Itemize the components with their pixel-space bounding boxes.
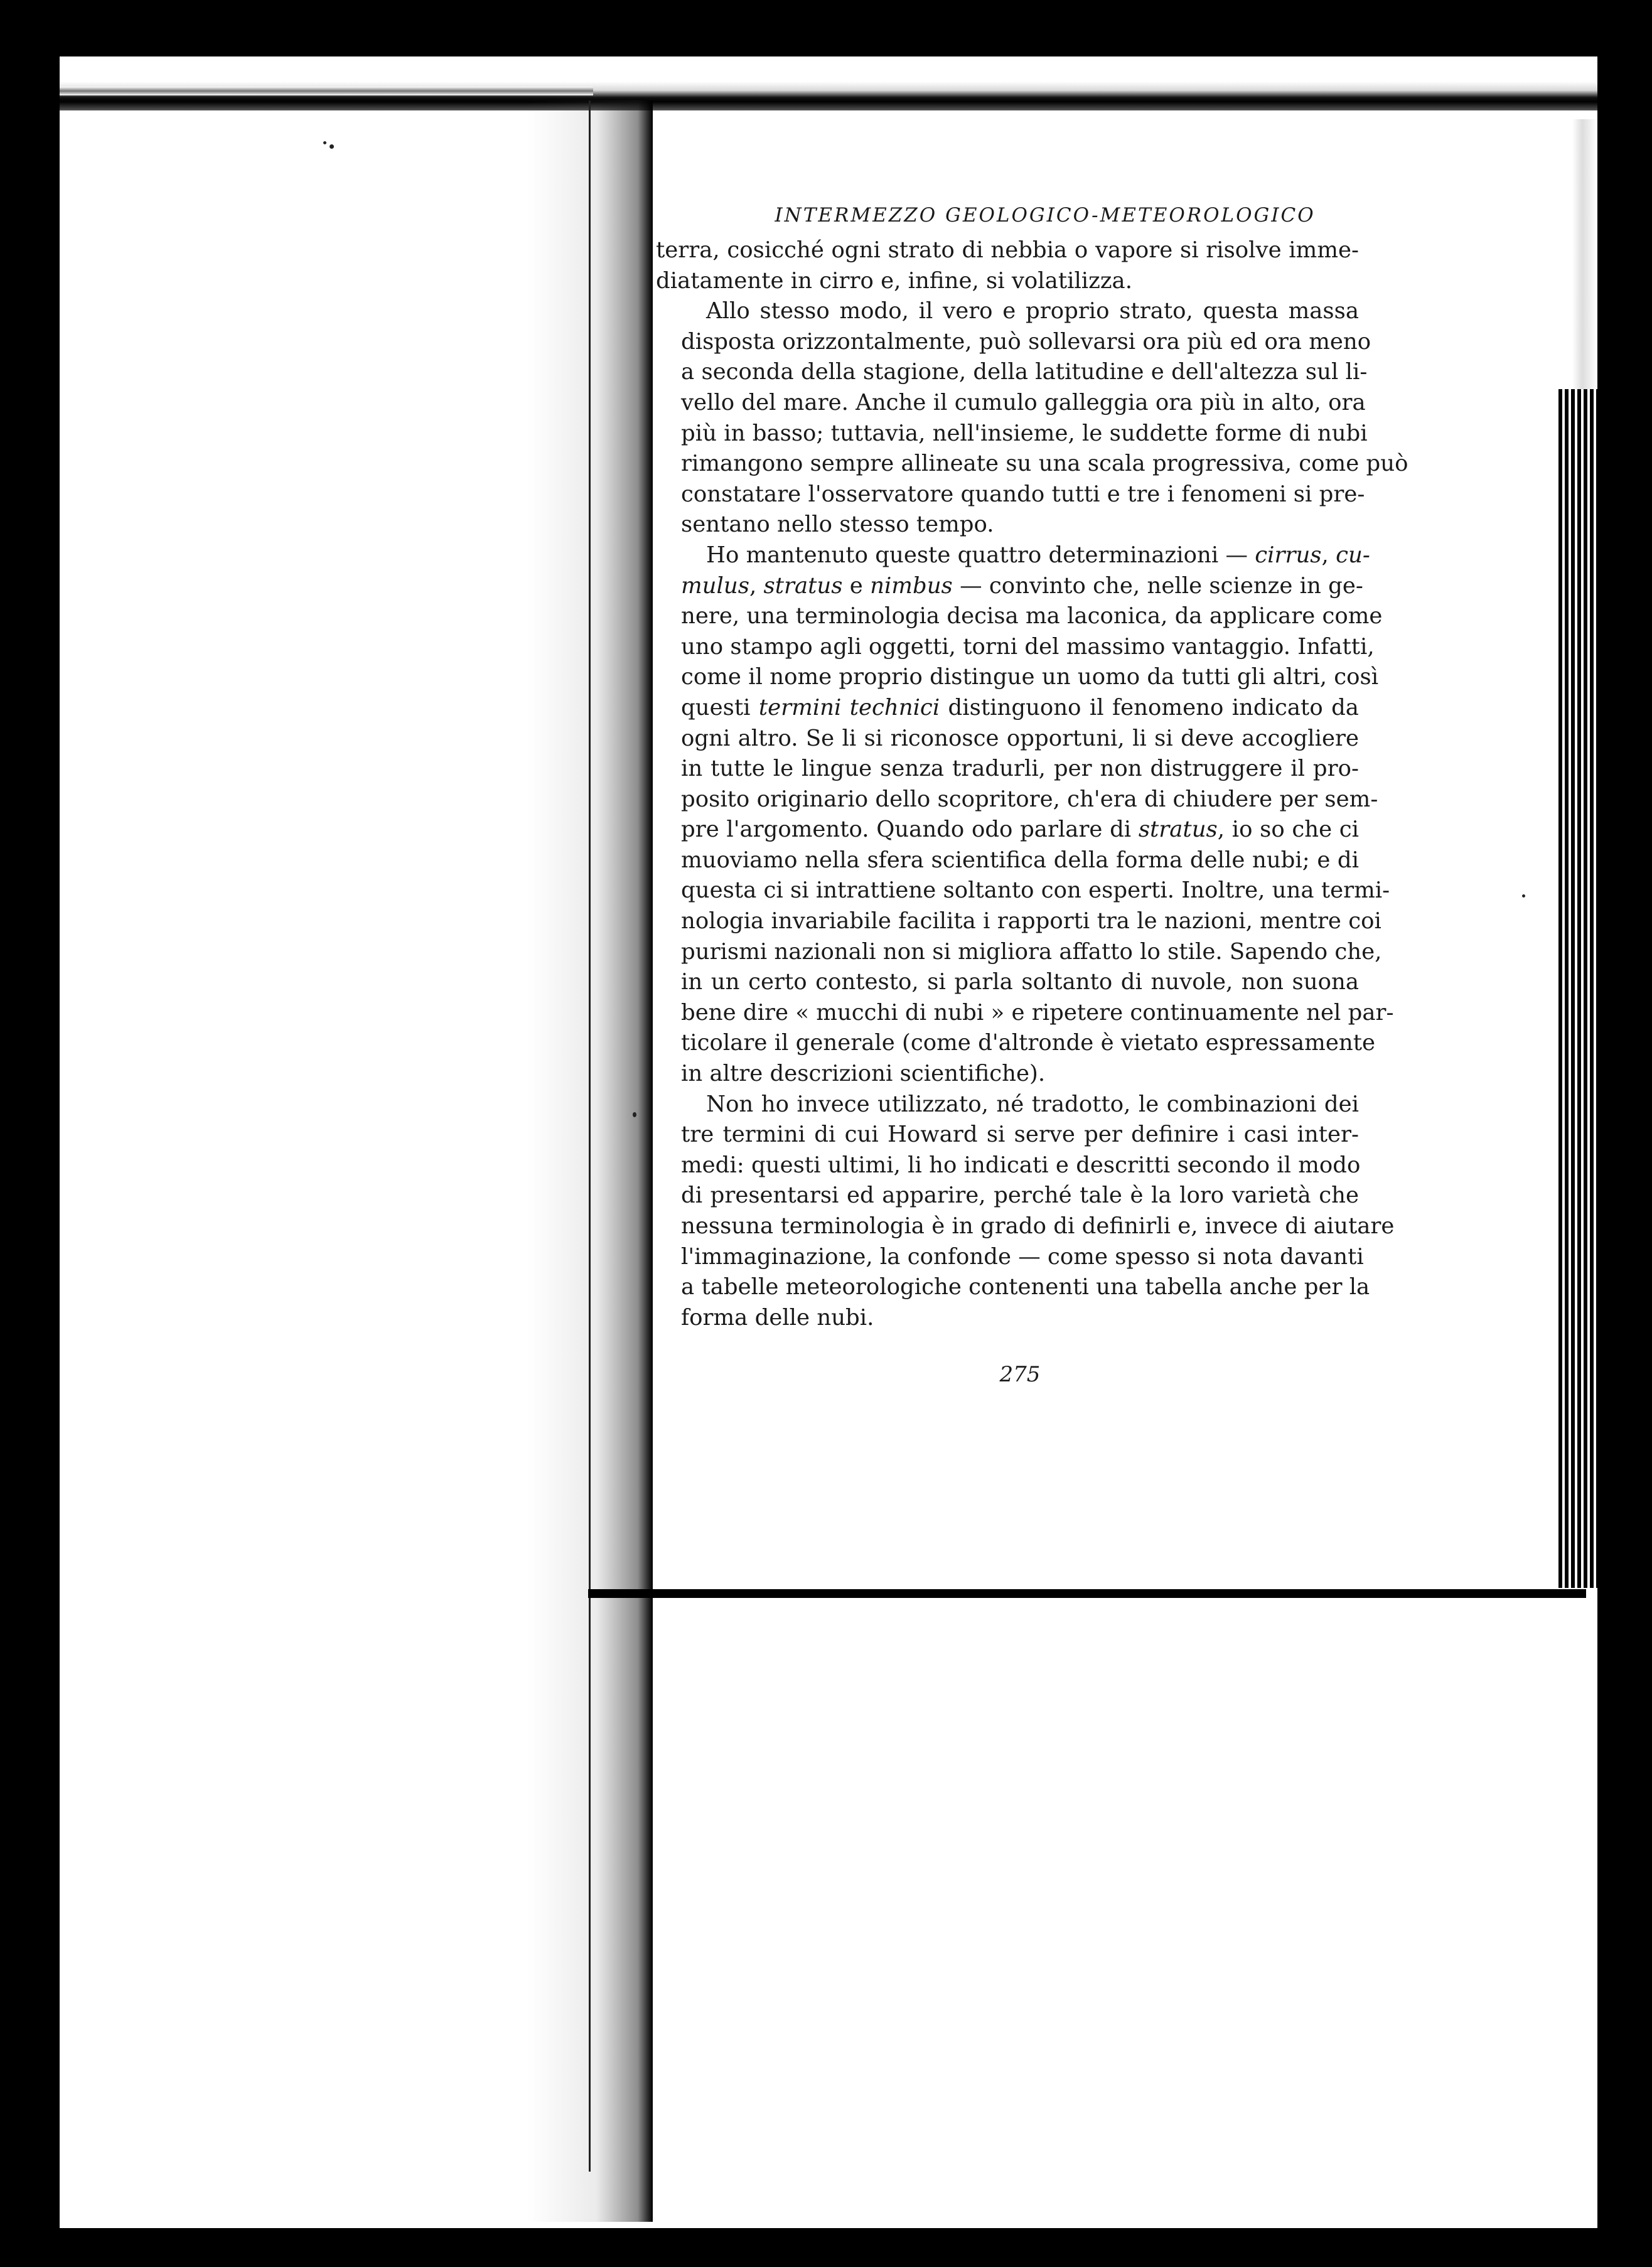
text-line: nologia invariabile facilita i rapporti tra le nazioni, mentre coi [681,908,1381,935]
text-line: in un certo contesto, si parla soltanto di nuvole, non suona [681,969,1359,995]
scan-speck [633,1112,636,1117]
text-line: sentano nello stesso tempo. [681,512,994,538]
scan-speck [1522,894,1525,898]
text-line: Allo stesso modo, il vero e proprio strato, questa massa [706,298,1359,324]
text-line: ticolare il generale (come d'altronde è vietato espressamente [681,1030,1375,1056]
text-line: purismi nazionali non si migliora affatto lo stile. Sapendo che, [681,938,1382,965]
text-line: a tabelle meteorologiche contenenti una tabella anche per la [681,1274,1370,1300]
text-line: rimangono sempre allineate su una scala progressiva, come può [681,451,1408,477]
text-line: vello del mare. Anche il cumulo galleggia ora più in alto, ora [681,389,1366,415]
text-line: mulus, stratus e nimbus — convinto che, nelle scienze in ge- [681,572,1363,599]
text-line: ogni altro. Se li si riconosce opportuni, li si deve accogliere [681,725,1359,751]
text-line: l'immaginazione, la confonde — come spesso si nota davanti [681,1243,1364,1270]
scan-speck [330,144,334,149]
scan-top-shadow [60,82,1597,110]
page-bottom-edge [588,1589,1586,1598]
text-line: bene dire « mucchi di nubi » e ripetere continuamente nel par- [681,999,1394,1026]
text-line: Ho mantenuto queste quattro determinazioni — cirrus, cu- [706,542,1370,568]
scan-top-shadow-left [60,87,593,95]
text-line: più in basso; tuttavia, nell'insieme, le suddette forme di nubi [681,420,1368,446]
text-line: tre termini di cui Howard si serve per definire i casi inter- [681,1122,1359,1148]
book-page [656,204,1408,1388]
text-line: nessuna terminologia è in grado di definirli e, invece di aiutare [681,1213,1395,1239]
text-line: come il nome proprio distingue un uomo da tutti gli altri, così [681,664,1379,690]
page-number: 275 [999,1362,1041,1388]
paragraph-2 [656,296,1408,540]
book-gutter-line [589,100,591,2172]
text-line: medi: questi ultimi, li ho indicati e descritti secondo il modo [681,1152,1361,1178]
text-line: Non ho invece utilizzato, né tradotto, le combinazioni dei [706,1091,1359,1117]
page-right-edge-top [1572,119,1597,389]
text-line: diatamente in cirro e, infine, si volatilizza. [656,267,1133,294]
text-line: nere, una terminologia decisa ma laconica, da applicare come [681,603,1383,630]
text-line: disposta orizzontalmente, può sollevarsi ora più ed ora meno [681,328,1371,355]
scan-speck [323,141,326,144]
text-line: terra, cosicché ogni strato di nebbia o vapore si risolve imme- [656,237,1359,263]
text-line: questa ci si intrattiene soltanto con esperti. Inoltre, una termi- [681,877,1390,904]
text-line: forma delle nubi. [681,1304,874,1331]
text-line: di presentarsi ed apparire, perché tale è la loro varietà che [681,1182,1359,1209]
text-line: in altre descrizioni scientifiche). [681,1061,1046,1087]
paragraph-1 [656,235,1359,296]
text-line: pre l'argomento. Quando odo parlare di stratus, io so che ci [681,817,1359,843]
paragraph-4 [656,1090,1395,1334]
page-right-edge-stack [1558,389,1597,1588]
text-line: constatare l'osservatore quando tutti e tre i fenomeni si pre- [681,481,1365,507]
text-line: uno stampo agli oggetti, torni del massimo vantaggio. Infatti, [681,633,1375,660]
text-line: questi termini technici distinguono il fenomeno indicato da [681,694,1359,721]
running-head: INTERMEZZO GEOLOGICO-METEOROLOGICO [775,204,1316,227]
paragraph-3 [656,540,1394,1090]
text-line: in tutte le lingue senza tradurli, per non distruggere il pro- [681,756,1359,782]
text-line: muoviamo nella sfera scientifica della forma delle nubi; e di [681,847,1359,873]
text-line: a seconda della stagione, della latitudine e dell'altezza sul li- [681,359,1368,385]
text-line: posito originario dello scopritore, ch'era di chiudere per sem- [681,786,1378,812]
